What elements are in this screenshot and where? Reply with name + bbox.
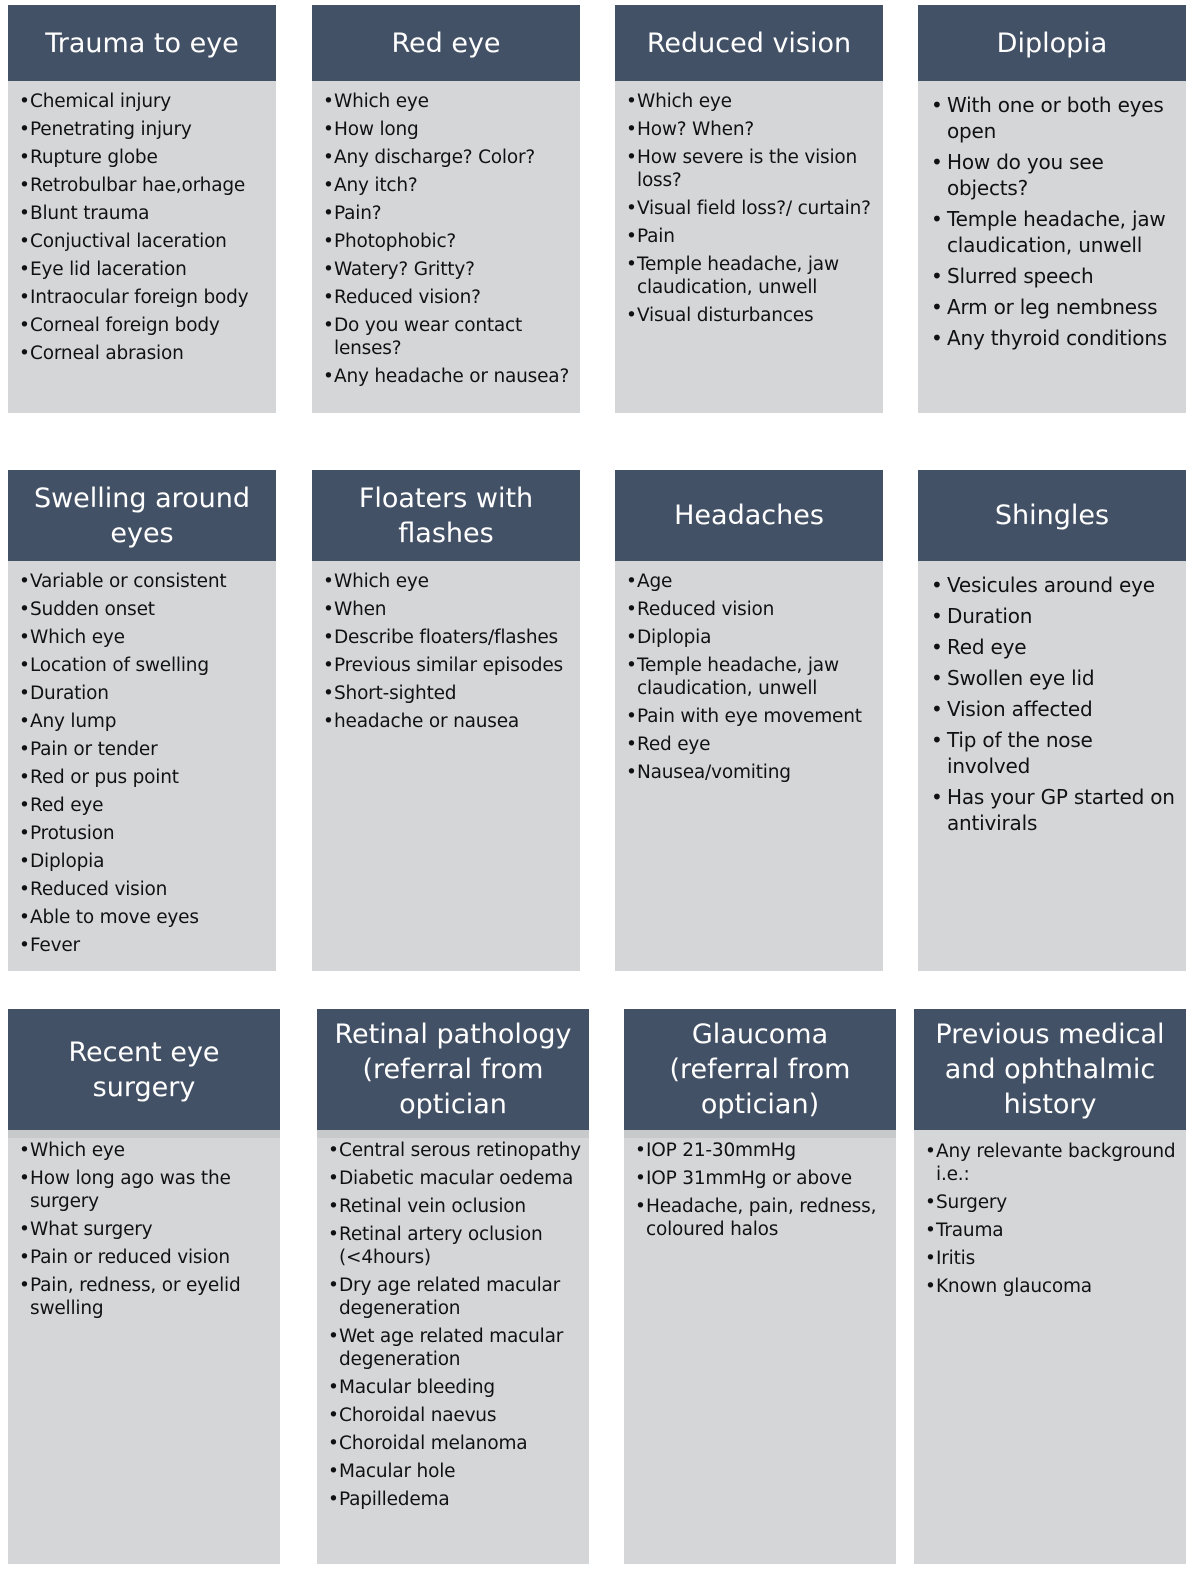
- list-item: • Any thyroid conditions: [929, 325, 1178, 351]
- list-item: • Macular bleeding: [328, 1376, 581, 1399]
- card-title-text: Swelling around eyes: [33, 482, 251, 549]
- list-item: • How long: [323, 118, 572, 141]
- list-item: • Duration: [929, 603, 1178, 629]
- card-body: [317, 1130, 589, 1511]
- list-item: • Reduced vision: [626, 598, 875, 621]
- card-title-text: Recent eye surgery: [68, 1036, 220, 1103]
- list-item: • Vesicules around eye: [929, 572, 1178, 598]
- list-item: • Watery? Gritty?: [323, 258, 572, 281]
- card-title-text: Diplopia: [996, 27, 1108, 59]
- card-floaters-with-flashes: [312, 470, 580, 971]
- card-previous-medical-history: [914, 1009, 1186, 1564]
- card-title-text: Glaucoma (referral from optician): [669, 1019, 851, 1120]
- list-item: • Any lump: [19, 710, 268, 733]
- list-item: • Diplopia: [626, 626, 875, 649]
- item-list: [925, 1140, 1178, 1298]
- card-body: [624, 1130, 896, 1241]
- list-item: • Blunt trauma: [19, 202, 268, 225]
- list-item: • Corneal foreign body: [19, 314, 268, 337]
- card-title: [312, 470, 580, 561]
- item-list: [929, 572, 1178, 836]
- card-body: [918, 561, 1186, 836]
- list-item: • Any relevante background i.e.:: [925, 1140, 1178, 1186]
- card-title: [8, 470, 276, 561]
- list-item: • Known glaucoma: [925, 1275, 1178, 1298]
- list-item: • Temple headache, jaw claudication, unwell: [626, 253, 875, 299]
- list-item: • Pain: [626, 225, 875, 248]
- list-item: • How do you see objects?: [929, 149, 1178, 201]
- card-retinal-pathology: [317, 1009, 589, 1564]
- list-item: • Any discharge? Color?: [323, 146, 572, 169]
- list-item: • Has your GP started on antivirals: [929, 784, 1178, 836]
- card-title-text: Trauma to eye: [45, 27, 239, 59]
- card-title-text: Floaters with flashes: [358, 482, 534, 549]
- card-trauma-to-eye: [8, 5, 276, 413]
- list-item: • Previous similar episodes: [323, 654, 572, 677]
- list-item: • Swollen eye lid: [929, 665, 1178, 691]
- card-title: [8, 5, 276, 81]
- list-item: • Choroidal naevus: [328, 1404, 581, 1427]
- item-list: [323, 570, 572, 733]
- list-item: • Age: [626, 570, 875, 593]
- card-title-text: Red eye: [391, 27, 501, 59]
- list-item: • Slurred speech: [929, 263, 1178, 289]
- list-item: • Temple headache, jaw claudication, unwell: [626, 654, 875, 700]
- list-item: • Surgery: [925, 1191, 1178, 1214]
- card-body: [914, 1130, 1186, 1298]
- card-title: [8, 1009, 280, 1130]
- card-body: [8, 81, 276, 365]
- list-item: • Pain with eye movement: [626, 705, 875, 728]
- list-item: • Short-sighted: [323, 682, 572, 705]
- card-body: [918, 81, 1186, 351]
- card-headaches: [615, 470, 883, 971]
- item-list: [929, 92, 1178, 351]
- list-item: • Visual disturbances: [626, 304, 875, 327]
- list-item: • Pain?: [323, 202, 572, 225]
- card-title: [312, 5, 580, 81]
- item-list: [19, 90, 268, 365]
- list-item: • Photophobic?: [323, 230, 572, 253]
- card-body: [312, 561, 580, 733]
- list-item: • Eye lid laceration: [19, 258, 268, 281]
- list-item: • Red eye: [626, 733, 875, 756]
- list-item: • Central serous retinopathy: [328, 1139, 581, 1162]
- card-body: [615, 81, 883, 327]
- card-body: [8, 561, 276, 957]
- list-item: • Trauma: [925, 1219, 1178, 1242]
- list-item: • Nausea/vomiting: [626, 761, 875, 784]
- list-item: • Temple headache, jaw claudication, unwell: [929, 206, 1178, 258]
- list-item: • Tip of the nose involved: [929, 727, 1178, 779]
- list-item: • Penetrating injury: [19, 118, 268, 141]
- list-item: • headache or nausea: [323, 710, 572, 733]
- card-title-text: Previous medical and ophthalmic history: [935, 1019, 1165, 1120]
- list-item: • Do you wear contact lenses?: [323, 314, 572, 360]
- card-title-text: Reduced vision: [646, 27, 852, 59]
- list-item: • Corneal abrasion: [19, 342, 268, 365]
- list-item: • Fever: [19, 934, 268, 957]
- list-item: • IOP 31mmHg or above: [635, 1167, 888, 1190]
- item-list: [635, 1139, 888, 1241]
- list-item: • Describe floaters/flashes: [323, 626, 572, 649]
- list-item: • Red eye: [929, 634, 1178, 660]
- card-shingles: [918, 470, 1186, 971]
- list-item: • Arm or leg nembness: [929, 294, 1178, 320]
- list-item: • Any itch?: [323, 174, 572, 197]
- list-item: • Headache, pain, redness, coloured halos: [635, 1195, 888, 1241]
- list-item: • Which eye: [19, 626, 268, 649]
- list-item: • Papilledema: [328, 1488, 581, 1511]
- list-item: • Retinal artery oclusion (<4hours): [328, 1223, 581, 1269]
- list-item: • Location of swelling: [19, 654, 268, 677]
- list-item: • Red eye: [19, 794, 268, 817]
- list-item: • Retinal vein oclusion: [328, 1195, 581, 1218]
- list-item: • IOP 21-30mmHg: [635, 1139, 888, 1162]
- card-swelling-around-eyes: [8, 470, 276, 971]
- list-item: • Intraocular foreign body: [19, 286, 268, 309]
- list-item: • Iritis: [925, 1247, 1178, 1270]
- card-title: [914, 1009, 1186, 1130]
- list-item: • Conjuctival laceration: [19, 230, 268, 253]
- list-item: • Which eye: [323, 570, 572, 593]
- list-item: • Variable or consistent: [19, 570, 268, 593]
- list-item: • Diabetic macular oedema: [328, 1167, 581, 1190]
- card-title: [615, 470, 883, 561]
- list-item: • Rupture globe: [19, 146, 268, 169]
- card-title: [918, 470, 1186, 561]
- list-item: • What surgery: [19, 1218, 272, 1241]
- list-item: • Retrobulbar hae,orhage: [19, 174, 268, 197]
- list-item: • Pain, redness, or eyelid swelling: [19, 1274, 272, 1320]
- list-item: • Reduced vision?: [323, 286, 572, 309]
- list-item: • Duration: [19, 682, 268, 705]
- list-item: • Diplopia: [19, 850, 268, 873]
- list-item: • Red or pus point: [19, 766, 268, 789]
- card-body: [8, 1130, 280, 1320]
- item-list: [626, 570, 875, 784]
- card-title: [624, 1009, 896, 1130]
- card-diplopia: [918, 5, 1186, 413]
- list-item: • When: [323, 598, 572, 621]
- item-list: [19, 570, 268, 957]
- card-body: [312, 81, 580, 388]
- item-list: [626, 90, 875, 327]
- card-title-text: Retinal pathology (referral from optician: [334, 1019, 572, 1120]
- item-list: [323, 90, 572, 388]
- list-item: • Able to move eyes: [19, 906, 268, 929]
- list-item: • Sudden onset: [19, 598, 268, 621]
- list-item: • Pain or tender: [19, 738, 268, 761]
- list-item: • Protusion: [19, 822, 268, 845]
- item-list: [19, 1139, 272, 1320]
- list-item: • Which eye: [323, 90, 572, 113]
- list-item: • Vision affected: [929, 696, 1178, 722]
- list-item: • How? When?: [626, 118, 875, 141]
- list-item: • Dry age related macular degeneration: [328, 1274, 581, 1320]
- card-title-text: Headaches: [674, 500, 824, 531]
- list-item: • How severe is the vision loss?: [626, 146, 875, 192]
- card-title: [317, 1009, 589, 1130]
- list-item: • How long ago was the surgery: [19, 1167, 272, 1213]
- card-glaucoma: [624, 1009, 896, 1564]
- list-item: • Reduced vision: [19, 878, 268, 901]
- card-title: [918, 5, 1186, 81]
- list-item: • Visual field loss?/ curtain?: [626, 197, 875, 220]
- card-reduced-vision: [615, 5, 883, 413]
- list-item: • Which eye: [19, 1139, 272, 1162]
- card-title-text: Shingles: [994, 500, 1110, 531]
- card-red-eye: [312, 5, 580, 413]
- card-recent-eye-surgery: [8, 1009, 280, 1564]
- list-item: • Any headache or nausea?: [323, 365, 572, 388]
- card-body: [615, 561, 883, 784]
- list-item: • Pain or reduced vision: [19, 1246, 272, 1269]
- item-list: [328, 1139, 581, 1511]
- list-item: • Macular hole: [328, 1460, 581, 1483]
- card-title: [615, 5, 883, 81]
- list-item: • Wet age related macular degeneration: [328, 1325, 581, 1371]
- list-item: • Choroidal melanoma: [328, 1432, 581, 1455]
- list-item: • With one or both eyes open: [929, 92, 1178, 144]
- list-item: • Which eye: [626, 90, 875, 113]
- list-item: • Chemical injury: [19, 90, 268, 113]
